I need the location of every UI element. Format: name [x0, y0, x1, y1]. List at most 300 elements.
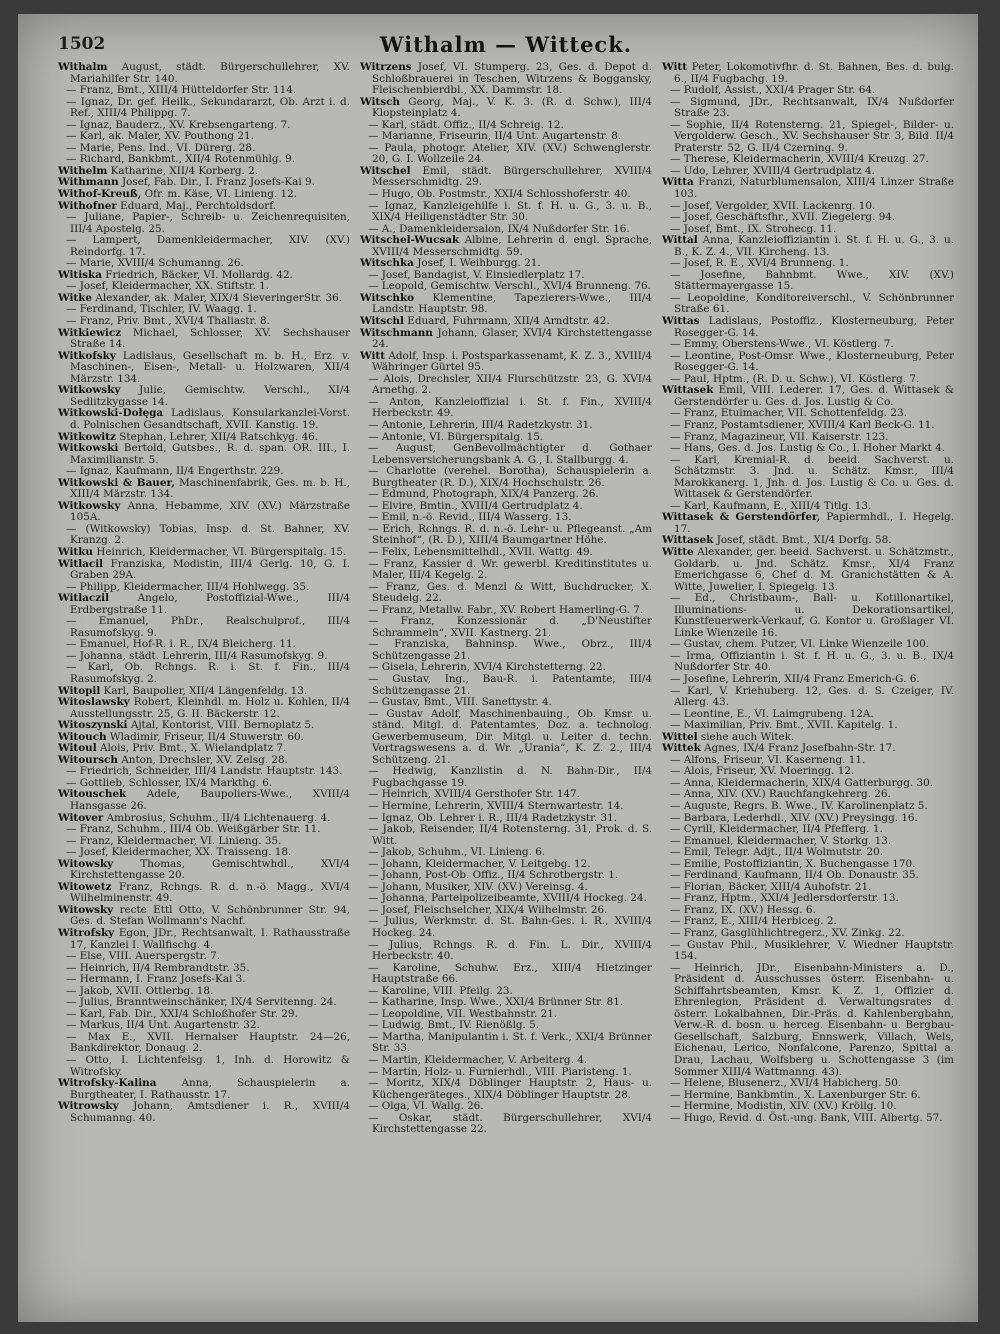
entry-details: — Max E., XVII. Hernalser Hauptstr. 24—26, Bankdirektor, Donaug. 2.	[66, 1030, 350, 1055]
entry-details: Ladislaus, Gesellschaft m. b. H., Erz. v. Maschinen-, Eisen-, Metall- u. Holzwaren, XII/4 Märzstr. 134.	[70, 349, 350, 385]
entry-details: — Gisela, Lehrerin, XVI/4 Kirchstetterng. 22.	[368, 661, 606, 674]
entry-details: — Ignaz, Ob. Lehrer i. R., III/4 Radetzkystr. 31.	[368, 811, 618, 824]
entry-surname: Witopil	[58, 684, 101, 697]
entry-details: — Karl, V. Kriehuberg. 12, Ges. d. S. Czeiger, IV. Allerg. 43.	[670, 684, 954, 709]
entry-details: Adolf, Insp. i. Postsparkassenamt, K. Z. 3., XVIII/4 Währinger Gürtel 95.	[372, 349, 652, 374]
entry-surname: Witoslawsky	[58, 696, 130, 709]
entry-details: Adele, Baupoliers-Wwe., XVIII/4 Hansgasse 26.	[70, 788, 350, 812]
directory-entry	[360, 582, 652, 605]
page-header	[58, 30, 954, 60]
entry-details: — Martha, Manipulantin i. St. f. Verk., XXI/4 Brünner Str. 33.	[368, 1030, 652, 1055]
directory-entry	[58, 789, 350, 812]
entry-details: Peter, Lokomotivfhr. d. St. Bahnen, Bes. d. bulg. 6., II/4 Fugbachg. 19.	[674, 62, 954, 85]
entry-details: Stephan, Lehrer, XII/4 Ratschkyg. 46.	[119, 430, 319, 443]
directory-entry	[360, 524, 652, 547]
entry-details: — Karl, Kremial-R. d. beeid. Sachverst. u. Schätzmstr. 3. Jnd. u. Schätz. Kmsr., III/4 Marokkanerg. 1, Jnh. d. Jos. Lustig & Co. u. Ges. d. Wittasek & Gerstendörfer.	[670, 453, 954, 501]
entry-details: — Franz, Etuimacher, VII. Schottenfeldg. 23.	[670, 407, 907, 420]
entry-details: Josef, städt. Bmt., XI/4 Dorfg. 58.	[716, 534, 892, 547]
entry-details: — Franz, Hptm., XXI/4 Jedlersdorferstr. 13.	[670, 892, 899, 905]
entry-surname: Witoursch	[58, 753, 118, 766]
entry-surname: Witiska	[58, 268, 102, 281]
entry-details: — Gustav, Bmt., VIII. Sanettystr. 4.	[368, 696, 552, 709]
entry-details: — Emanuel, Kleidermacher, V. Storkg. 13.	[670, 834, 892, 847]
directory-entry	[360, 824, 652, 847]
entry-details: — Hermine, Lehrerin, XVIII/4 Sternwartestr. 14.	[368, 800, 624, 812]
entry-details: — Karl, städt. Offiz., II/4 Schreig. 12.	[368, 118, 564, 131]
entry-details: — Emil, Telegr. Adjt., II/4 Wolmutstr. 20.	[670, 846, 884, 859]
entry-details: Emil, städt. Bürgerschullehrer, XVIII/4 Messerschmidtg. 29.	[372, 164, 652, 189]
directory-entry	[360, 766, 652, 789]
entry-details: — Martin, Holz- u. Furnierhdl., VIII. Piaristeng. 1.	[368, 1065, 632, 1078]
entry-details: Heinrich, Kleidermacher, VI. Bürgerspitalg. 15.	[96, 545, 347, 558]
directory-entry	[360, 559, 652, 582]
entry-details: — Karl, Kaufmann, E., XIII/4 Titlg. 13.	[670, 499, 872, 512]
entry-details: Eduard, Maj., Perchtoldsdorf.	[120, 199, 276, 212]
entry-surname: Withofner	[58, 199, 117, 212]
entry-details: — Hans, Ges. d. Jos. Lustig & Co., I. Hoher Markt 4.	[670, 442, 946, 455]
directory-entry	[58, 616, 350, 639]
directory-entry	[58, 501, 350, 524]
entry-surname: Witschel-Wucsak	[360, 234, 460, 247]
entry-details: — Gustav, chem. Putzer, VI. Linke Wienzeile 100.	[670, 638, 930, 651]
entry-details: — (Witkowsky) Tobias, Insp. d. St. Bahner, XV. Kranzg. 2.	[66, 522, 350, 547]
entry-surname: Witschmann	[360, 326, 433, 339]
entry-details: — Emmy, Oberstens-Wwe., VI. Köstlerg. 7.	[670, 338, 894, 351]
entry-details: — Jakob, Reisender, II/4 Rotensterng. 31, Prok. d. S. Witt.	[368, 823, 652, 847]
entry-surname: Wittasek & Gerstendörfer,	[662, 511, 821, 524]
directory-entry	[662, 1113, 954, 1125]
entry-details: — Ignaz, Kaufmann, II/4 Engerthstr. 229.	[66, 465, 284, 478]
entry-details: — Martin, Kleidermacher, V. Arbeiterg. 4.	[368, 1054, 588, 1067]
entry-details: — Franz, IX. (XV.) Hessg. 6.	[670, 903, 816, 916]
directory-entry	[662, 385, 954, 408]
directory-entry	[58, 905, 350, 928]
entry-details: — Franz, Ges. d. Menzl & Witt, Buchdrucker, X. Steudelg. 22.	[368, 580, 652, 605]
entry-details: — Johann, Post-Ob. Offiz., II/4 Schrotbergstr. 1.	[368, 869, 619, 882]
entry-details: — Julius, Rchngs. R. d. Fin. L. Dir., XVIII/4 Herbeckstr. 40.	[368, 938, 652, 963]
entry-details: Alexander, ak. Maler, XIX/4 SieveringerStr. 36.	[95, 291, 343, 304]
entry-details: — Florian, Bäcker, XIII/4 Auhofstr. 21.	[670, 880, 872, 893]
entry-details: — Udo, Lehrer, XVIII/4 Gertrudplatz 4.	[670, 164, 875, 177]
entry-surname: Witkowski-Dołęga	[58, 407, 164, 420]
page-number: 1502	[58, 34, 106, 54]
entry-details: — Else, VIII. Auerspergstr. 7.	[66, 950, 221, 963]
directory-entry	[360, 443, 652, 466]
entry-details: — Franz, Konzessionär d. „D'Neustifter Schrammeln“, XVII. Kastnerg. 21.	[368, 615, 652, 639]
entry-details: Klementine, Tapezierers-Wwe., III/4 Landstr. Hauptstr. 98.	[372, 291, 652, 316]
directory-entry	[360, 235, 652, 258]
entry-surname: Witoul	[58, 742, 97, 755]
entry-details: Robert, Kleinhdl. m. Holz u. Kohlen, II/4 Ausstellungsstr. 25, G. II. Bäckerstr. 12.	[70, 696, 350, 720]
entry-details: — Charlotte (verehel. Borotha), Schauspielerin a. Burgtheater (R. D.), XIX/4 Hochschulstr. 26.	[368, 465, 652, 489]
entry-details: — Leopold, Gemischtw. Verschl., XVI/4 Brunneng. 76.	[368, 280, 651, 293]
directory-entry	[58, 559, 350, 582]
entry-details: — Johann, Kleidermacher, V. Leitgebg. 12.	[368, 857, 591, 870]
entry-details: Anna, Kanzleioffiziantin i. St. f. H. u. G., 3. u. B., K. Z. 4., VII. Kircheng. 13.	[674, 234, 954, 258]
entry-details: — Cyrill, Kleidermacher, II/4 Pfefferg. 1.	[670, 823, 883, 836]
entry-details: — Franz, E., XIII/4 Herbiceg. 2.	[670, 915, 837, 928]
entry-details: — Heinrich, XVIII/4 Gersthofer Str. 147.	[368, 788, 580, 801]
directory-entry	[360, 709, 652, 767]
entry-details: siehe auch Witek.	[700, 730, 795, 743]
directory-entry	[662, 593, 954, 639]
entry-surname: Wittek	[662, 742, 701, 755]
entry-details: — Markus, II/4 Unt. Augartenstr. 32.	[66, 1019, 260, 1032]
entry-details: — Anna, XIV. (XV.) Rauchfangkehrerg. 26.	[670, 788, 891, 801]
entry-details: — A., Damenkleidersalon, IX/4 Nußdorfer Str. 16.	[368, 222, 630, 235]
entry-surname: Withof-Kreuß,	[58, 188, 142, 201]
entry-details: — Josef, Bmt., IX. Strohecg. 11.	[670, 222, 837, 235]
entry-surname: Witt	[360, 349, 386, 362]
entry-surname: Witlaczil	[58, 592, 110, 605]
entry-details: Anna, Schauspielerin a. Burgtheater, I. Rathausstr. 17.	[70, 1077, 350, 1101]
entry-details: — Josef, Geschäftsfhr., XVII. Ziegelerg. 94.	[670, 211, 896, 224]
entry-details: Ladislaus, Postoffiz., Klosterneuburg, Peter Rosegger-G. 14.	[674, 315, 954, 339]
directory-entry	[662, 940, 954, 963]
column-middle	[360, 62, 652, 1306]
entry-details: — Otto, I. Lichtenfelsg. 1, Inh. d. Horowitz & Witrofsky.	[66, 1054, 350, 1078]
entry-details: — Josef, Fleischselcher, XIX/4 Wilhelmstr. 26.	[368, 903, 608, 916]
entry-details: — Elvire, Bmtin., XVIII/4 Gertrudplatz 4.	[368, 499, 583, 512]
directory-entry	[662, 316, 954, 339]
entry-details: Alois, Priv. Bmt., X. Wielandplatz 7.	[99, 742, 287, 755]
entry-details: — Emil, n.-ö. Revid., III/4 Wasserg. 13.	[368, 511, 572, 524]
directory-entry	[662, 62, 954, 85]
entry-details: — Marie, Pens. Ind., VI. Dürerg. 28.	[66, 141, 256, 154]
entry-details: — Anna, Kleidermacherin, XIX/4 Gatterburgg. 30.	[670, 776, 934, 789]
directory-entry	[58, 385, 350, 408]
entry-details: — Ignaz, Bauderz., XV. Krebsengarteng. 7.	[66, 118, 291, 131]
entry-details: — Sophie, II/4 Rotensterng. 21, Spiegel-, Bilder- u. Vergolderw. Gesch., XV. Sechshauser Str. 3, Bild. II/4 Praterstr. 52, G. II/4 Czerning. 9.	[670, 118, 954, 154]
entry-details: Wladimir, Friseur, II/4 Stuwerstr. 60.	[109, 730, 304, 743]
entry-surname: Witrowsky	[58, 1100, 119, 1113]
directory-entry	[58, 212, 350, 235]
directory-entry	[360, 674, 652, 697]
entry-surname: Witt	[662, 62, 688, 73]
entry-details: — Richard, Bankbmt., XII/4 Rotenmühlg. 9.	[66, 153, 296, 166]
entry-surname: Witrzens	[360, 62, 412, 73]
entry-details: — Karl, Ob. Rchngs. R. i. St. f. Fin., III/4 Rasumofskyg. 2.	[66, 661, 350, 685]
entry-details: Egon, JDr., Rechtsanwalt, I. Rathausstraße 17, Kanzlei I. Wallfischg. 4.	[70, 927, 350, 951]
entry-details: Josef, Fab. Dir., I. Franz Josefs-Kai 9.	[121, 176, 315, 189]
entry-details: — Felix, Lebensmittelhdl., XVII. Wattg. 49.	[368, 545, 593, 558]
entry-details: — Leopoldine, Konditoreiverschl., V. Schönbrunner Straße 61.	[670, 291, 954, 316]
entry-surname: Wittasek	[662, 534, 714, 547]
entry-surname: Witkowski	[58, 442, 119, 455]
entry-details: — Friedrich, Schneider, III/4 Landstr. Hauptstr. 143.	[66, 765, 343, 778]
entry-surname: Witschel	[360, 164, 411, 177]
directory-entry	[360, 940, 652, 963]
entry-details: Angelo, Postoffizial-Wwe., III/4 Erdbergstraße 11.	[70, 592, 350, 616]
directory-entry	[360, 143, 652, 166]
entry-details: — Alois, Drechsler, XII/4 Flurschützstr. 23, G. XVI/4 Arnethg. 2.	[368, 372, 652, 397]
entry-details: August, städt. Bürgerschullehrer, XV. Mariahilfer Str. 140.	[70, 62, 350, 85]
entry-surname: Witowetz	[58, 880, 112, 893]
entry-details: — Josef, Bandagist, V. Einsiedlerplatz 17.	[368, 268, 585, 281]
entry-details: — Franz, Gasglühlichtregerz., XV. Zinkg. 22.	[670, 927, 905, 940]
entry-details: Ladislaus, Konsularkanzlei-Vorst. d. Polnischen Gesandtschaft, XVII. Kanstig. 19.	[70, 407, 350, 431]
directory-entry	[360, 639, 652, 662]
directory-entry	[58, 443, 350, 466]
entry-surname: Witowsky	[58, 857, 114, 870]
entry-details: Emil, VIII. Lederer. 17, Ges. d. Wittasek & Gerstendörfer u. Ges. d. Jos. Lustig & Co.	[674, 384, 954, 408]
entry-surname: Witouschek	[58, 788, 127, 801]
entry-details: Franz, Rchngs. R. d. n.-ö. Magg., XVI/4 Wilhelminenstr. 49.	[70, 880, 350, 905]
entry-details: — Franz, Magazineur, VII. Kaiserstr. 123.	[670, 430, 889, 443]
entry-details: — Karl, Fab. Dir., XXI/4 Schloßhofer Str. 29.	[66, 1007, 298, 1020]
entry-details: — Hermine, Modistin, XIV. (XV.) Kröllg. 10.	[670, 1100, 897, 1113]
column-right	[662, 62, 954, 1306]
entry-details: — Johanna, Parteipolizeibeamte, XVIII/4 Hockeg. 24.	[368, 892, 647, 905]
entry-details: — Katharine, Insp. Wwe., XXI/4 Brünner Str. 81.	[368, 996, 624, 1009]
entry-surname: Wittal	[662, 234, 698, 247]
directory-entry	[360, 1113, 652, 1136]
entry-surname: Witku	[58, 545, 93, 558]
entry-details: — Edmund, Photograph, XIX/4 Panzerg. 26.	[368, 488, 599, 501]
entry-surname: Witkowsky	[58, 384, 121, 397]
entry-details: — Josef, Vergolder, XVII. Lackenrg. 10.	[670, 199, 876, 212]
entry-details: Josef, I. Weihburgg. 21.	[417, 257, 541, 270]
entry-details: — Gustav, Ing., Bau-R. i. Patentamte, III/4 Schützengasse 21.	[368, 672, 652, 697]
running-title: Withalm — Witteck.	[379, 32, 633, 57]
entry-details: — Hermine, Bankbmtin., X. Laxenburger Str. 6.	[670, 1088, 921, 1101]
entry-details: — Heinrich, II/4 Rembrandtstr. 35.	[66, 961, 250, 974]
directory-entry	[662, 177, 954, 200]
entry-surname: Withelm	[58, 164, 108, 177]
entry-details: Franziska, Modistin, III/4 Gerlg. 10, G. I. Graben 29A.	[70, 557, 350, 582]
entry-details: — Moritz, XIX/4 Döblinger Hauptstr. 2, Haus- u. Küchengeräteges., XIX/4 Döblinger Hauptstr. 28.	[368, 1077, 652, 1101]
entry-details: Karl, Baupolier, XII/4 Längenfeldg. 13.	[103, 684, 308, 697]
directory-entry	[662, 235, 954, 258]
directory-entry	[662, 455, 954, 501]
entry-details: — Hugo, Ob. Postmstr., XXI/4 Schlosshoferstr. 40.	[368, 188, 631, 201]
directory-entry	[360, 293, 652, 316]
entry-details: Alexander, ger. beeid. Sachverst. u. Schätzmstr., Goldarb. u. Jnd. Schätz. Kmsr., XI/4 Franz Emerichgasse 6, Chef d. M. Granichstätten & A. Witte, Juwelier, I. Spiegelg. 13.	[674, 545, 954, 593]
directory-entry	[662, 293, 954, 316]
entry-details: Johann, Amtsdiener i. R., XVIII/4 Schumanng. 40.	[70, 1100, 350, 1124]
entry-surname: Witkiewicz	[58, 326, 122, 339]
directory-entry	[58, 62, 350, 85]
directory-entry	[360, 166, 652, 189]
entry-details: — Ed., Christbaum-, Ball- u. Kotillonartikel, Illuminations- u. Dekorationsartikel, Kunstfeuerwerk-Verkauf, G. Kontor u. Großlager VI. Linke Wienzeile 16.	[670, 592, 954, 639]
entry-surname: Witschka	[360, 257, 414, 270]
entry-details: — Josefine, Bahnbmt. Wwe., XIV. (XV.) Stättermayergasse 15.	[670, 268, 954, 293]
directory-entry	[360, 351, 652, 374]
entry-details: — Rudolf, Assist., XXI/4 Prager Str. 64.	[670, 84, 876, 97]
entry-details: — August, GenBevollmächtigter d. Gothaer Lebensversicherungsbank A. G., I. Stallburgg. 4.	[368, 442, 652, 466]
entry-details: Papiermhdl., I. Hegelg. 17.	[674, 511, 954, 535]
directory-entry	[662, 512, 954, 535]
entry-details: — Johanna, städt. Lehrerin, III/4 Rasumofskyg. 9.	[66, 649, 328, 662]
entry-surname: Witoszynski	[58, 719, 128, 732]
entry-details: — Maximilian, Priv. Bmt., XVII. Kapitelg. 1.	[670, 719, 898, 732]
entry-details: — Leopoldine, VII. Westbahnstr. 21.	[368, 1007, 558, 1020]
directory-entry	[58, 478, 350, 501]
directory-entry	[58, 1078, 350, 1101]
directory-entry	[662, 651, 954, 674]
entry-surname: Wittel	[662, 730, 698, 743]
directory-entry	[360, 97, 652, 120]
entry-details: — Julius, Werkmstr. d. St. Bahn-Ges. i. R., XVIII/4 Hockeg. 24.	[368, 915, 652, 940]
entry-details: — Johann, Musiker, XIV. (XV.) Vereinsg. 4.	[368, 880, 588, 893]
entry-details: — Karoline, Schuhw. Erz., XIII/4 Hietzinger Hauptstraße 66.	[368, 961, 652, 986]
directory-entry	[58, 1055, 350, 1078]
entry-surname: Witover	[58, 811, 104, 824]
entry-details: — Marie, XVIII/4 Schumanng. 26.	[66, 257, 244, 270]
directory-entry	[360, 466, 652, 489]
entry-details: — Franz, Metallw. Fabr., XV. Robert Hamerling-G. 7.	[368, 603, 644, 616]
entry-details: — Josefine, Lehrerin, XII/4 Franz Emerich-G. 6.	[670, 672, 920, 685]
entry-surname: Witkowitz	[58, 430, 116, 443]
entry-details: — Paula, photogr. Atelier, XIV. (XV.) Schwenglerstr. 20, G. I. Wollzeile 24.	[368, 141, 652, 166]
entry-details: — Ferdinand, Tischler, IV. Waagg. 1.	[66, 303, 257, 316]
entry-details: — Jakob, XVII. Ottlerbg. 18.	[66, 984, 214, 997]
entry-surname: Witowsky	[58, 903, 114, 916]
directory-entry	[662, 351, 954, 374]
entry-details: — Antonie, Lehrerin, III/4 Radetzkystr. 31.	[368, 418, 593, 431]
entry-details: — Emanuel, PhDr., Realschulprof., III/4 Rasumofskyg. 9.	[66, 615, 350, 639]
entry-details: — Gustav Adolf, Maschinenbauing., Ob. Kmsr. u. ständ. Mitgl. d. Patentamtes, Doz. a. technolog. Gewerbemuseum, Dir. Mitgl. u. Leiter d. techn. Vortragswesens a. d. Wr. „Urania“, K. Z. 2., III/4 Schützeng. 21.	[368, 707, 652, 766]
entry-details: Franzi, Naturblumensalon, XIII/4 Linzer Straße 103.	[674, 176, 954, 201]
entry-details: — Heinrich, JDr., Eisenbahn-Ministers a. D., Präsident d. Ausschusses österr. Eisenbahn- u. Schiffahrtsbeamten, Kmsr. K. Z. 1, Offizier d. Ehrenlegion, Präsident d. Verwaltungsrates d. österr. Lokalbahnen, Dir.-Präs. d. Kahlenbergbahn, Verw.-R. d. bosn. u. herceg. Eisenbahn- u. Bergbau-Gesellschaft, Salzburg, Ennswerk, Villach, Wels, Eichenau, Lerico, Nonfalcone, Parenzo, Spittal a. Drau, Lachau, Wolfsberg u. Schottengasse 3 (im Sommer XIII/4 Wattmanng. 43).	[670, 961, 954, 1078]
entry-details: — Franz, Priv. Bmt., XVI/4 Thaliastr. 8.	[66, 315, 270, 328]
entry-surname: Witouch	[58, 730, 107, 743]
entry-details: — Olga, VI. Wallg. 26.	[368, 1100, 484, 1113]
entry-details: — Jakob, Schuhm., VI. Linieng. 6.	[368, 846, 546, 859]
directory-entry	[58, 662, 350, 685]
entry-details: — Leontine, Post-Omsr. Wwe., Klosterneuburg, Peter Rosegger-G. 14.	[670, 349, 954, 374]
directory-entry	[360, 62, 652, 97]
entry-details: — Franz, Postamtsdiener, XVIII/4 Karl Beck-G. 11.	[670, 418, 935, 431]
directory-entry	[58, 408, 350, 431]
entry-details: — Franziska, Bahninsp. Wwe., Obrz., III/4 Schützengasse 21.	[368, 638, 652, 662]
entry-details: Julie, Gemischtw. Verschl., XI/4 Sedlitzkygasse 14.	[70, 384, 350, 408]
entry-details: — Philipp, Kleidermacher, III/4 Hohlwegg. 35.	[66, 580, 310, 593]
entry-details: Agnes, IX/4 Franz Josefbahn-Str. 17.	[704, 742, 896, 755]
directory-entry	[58, 859, 350, 882]
entry-surname: Witschko	[360, 291, 415, 304]
entry-surname: Withmann	[58, 176, 119, 189]
entry-details: Ambrosius, Schuhm., II/4 Lichtenauerg. 4.	[106, 811, 331, 824]
directory-entry	[58, 328, 350, 351]
directory-entry	[360, 374, 652, 397]
entry-details: — Franz, Kleidermacher, VI. Linieng. 35.	[66, 834, 282, 847]
entry-details: — Hedwig, Kanzlistin d. N. Bahn-Dir., II/4 Fugbachgasse 19.	[368, 765, 652, 789]
entry-surname: Witte	[662, 545, 694, 558]
entry-details: — Therese, Kleidermacherin, XVIII/4 Kreuzg. 27.	[670, 153, 929, 166]
directory-entry	[58, 882, 350, 905]
entry-details: Friedrich, Bäcker, VI. Mollardg. 42.	[105, 268, 293, 281]
directory-entry	[662, 97, 954, 120]
entry-details: — Irma, Offiziantin i. St. f. H. u. G., 3. u. B., IX/4 Nußdorfer Str. 40.	[670, 649, 954, 674]
entry-details: Ofr. m. Käse, VI. Linieng. 12.	[144, 188, 297, 201]
directory-entry	[360, 397, 652, 420]
entry-details: — Ignaz, Dr. gef. Heilk., Sekundararzt, Ob. Arzt i. d. Ref., XIII/4 Philippg. 7.	[66, 95, 350, 120]
entry-details: — Leontine, E., VI. Laimgrubeng. 12A.	[670, 707, 874, 720]
directory-entry	[360, 328, 652, 351]
entry-details: — Emanuel, Hof-R. i. R., IX/4 Bleicherg. 11.	[66, 638, 296, 651]
entry-details: Eduard, Fuhrmann, XII/4 Arndtstr. 42.	[407, 315, 610, 328]
entry-details: Bertold, Gutsbes., R. d. span. OR. III., I. Maximilianstr. 5.	[70, 442, 350, 466]
entry-details: — Josef, Kleidermacher, XX. Traisseng. 18.	[66, 846, 292, 859]
entry-details: — Helene, Blusenerz., XVI/4 Habicherg. 50.	[670, 1077, 902, 1090]
entry-details: Katharine, XII/4 Korberg. 2.	[110, 164, 259, 177]
entry-details: Anna, Hebamme, XIV. (XV.) Märzstraße 105A.	[70, 499, 350, 524]
entry-details: Josef, VI. Stumperg. 23, Ges. d. Depot d. Schloßbrauerei in Teschen, Witrzens & Boggansky, Fleischenbierdbl., XX. Dammstr. 18.	[372, 62, 652, 97]
entry-details: — Sigmund, JDr., Rechtsanwalt, IX/4 Nußdorfer Straße 23.	[670, 95, 954, 120]
entry-surname: Wittas	[662, 315, 700, 328]
directory-entry	[58, 928, 350, 951]
directory-entry	[58, 697, 350, 720]
entry-details: — Hugo, Revid. d. Öst.-ung. Bank, VIII. Albertg. 57.	[670, 1111, 943, 1124]
column-left	[58, 62, 350, 1306]
directory-entry	[58, 1032, 350, 1055]
directory-entry	[58, 524, 350, 547]
entry-details: Albine, Lehrerin d. engl. Sprache, XVIII/4 Messerschmidtg. 59.	[372, 234, 652, 258]
directory-entry	[360, 1078, 652, 1101]
entry-surname: Witta	[662, 176, 694, 189]
entry-details: Thomas, Gemischtwhdl., XVI/4 Kirchstettengasse 20.	[70, 857, 350, 882]
entry-details: — Franz, Kassier d. Wr. gewerbl. Kreditinstitutes u. Maler, III/4 Kegelg. 2.	[368, 557, 652, 582]
directory-entry	[360, 916, 652, 939]
entry-surname: Withalm	[58, 62, 108, 73]
entry-details: — Josef, R. E., XVI/4 Brunneng. 1.	[670, 257, 849, 270]
directory-entry	[662, 120, 954, 155]
directory-entry	[360, 1032, 652, 1055]
entry-surname: Witke	[58, 291, 93, 304]
entry-surname: Witlacil	[58, 557, 104, 570]
entry-surname: Witrofsky	[58, 927, 115, 940]
entry-details: — Julius, Branntweinschänker, IX/4 Servitenng. 24.	[66, 996, 337, 1009]
entry-details: — Juliane, Papier-, Schreib- u. Zeichenrequisiten, III/4 Apostelg. 25.	[66, 211, 350, 235]
entry-surname: Witkofsky	[58, 349, 116, 362]
entry-details: Maschinenfabrik, Ges. m. b. H., XIII/4 Märzstr. 134.	[70, 476, 350, 501]
entry-details: — Alfons, Friseur, VI. Kaserneng. 11.	[670, 753, 866, 766]
entry-details: Ajtal, Kontorist, VIII. Bernoplatz 5.	[130, 719, 315, 732]
entry-details: — Gustav Phil., Musiklehrer, V. Wiedner Hauptstr. 154.	[670, 938, 954, 963]
entry-details: — Gottlieb, Schlosser, IX/4 Markthg. 6.	[66, 776, 273, 789]
entry-details: — Barbara, Lederhdl., XIV. (XV.) Preysingg. 16.	[670, 811, 918, 824]
entry-details: — Emilie, Postoffiziantin, X. Buchengasse 170.	[670, 857, 916, 870]
entry-details: — Anton, Kanzleioffizial i. St. f. Fin., XVIII/4 Herbeckstr. 49.	[368, 395, 652, 420]
entry-details: — Ignaz, Kanzleigehilfe i. St. f. H. u. G., 3. u. B., XIX/4 Heiligenstädter Str. 30.	[368, 199, 652, 224]
directory-entry	[662, 270, 954, 293]
directory-entry	[360, 963, 652, 986]
directory-entry	[58, 351, 350, 386]
entry-details: — Ferdinand, Kaufmann, II/4 Ob. Donaustr. 35.	[670, 869, 919, 882]
entry-details: — Auguste, Regrs. B. Wwe., IV. Karolinenplatz 5.	[670, 800, 928, 812]
entry-details: — Josef, Kleidermacher, XX. Stiftstr. 1.	[66, 280, 270, 293]
entry-details: — Karl, ak. Maler, XV. Pouthong 21.	[66, 130, 254, 143]
entry-details: Johann, Glaser, XVI/4 Kirchstettengasse 24.	[372, 326, 652, 351]
entry-details: Georg, Maj., V. K. 3. (R. d. Schw.), III/4 Klopsteinplatz 4.	[372, 95, 652, 120]
directory-entry	[58, 97, 350, 120]
entry-surname: Witrofsky-Kalina	[58, 1077, 157, 1090]
entry-details: Michael, Schlosser, XV. Sechshauser Straße 14.	[70, 326, 350, 351]
directory-page	[18, 14, 978, 1322]
entry-surname: Wittasek	[662, 384, 714, 397]
entry-details: recte Ettl Otto, V. Schönbrunner Str. 94, Ges. d. Stefan Wollmann's Nachf.	[70, 903, 350, 928]
entry-details: Anton, Drechsler, XV. Zelsg. 28.	[121, 753, 288, 766]
entry-details: — Karoline, VIII. Pfeilg. 23.	[368, 984, 513, 997]
entry-surname: Witkowsky	[58, 499, 121, 512]
entry-details: — Franz, Schuhm., III/4 Ob. Weißgärber Str. 11.	[66, 823, 321, 836]
directory-entry	[58, 593, 350, 616]
directory-entry	[662, 547, 954, 593]
entry-details: — Alois, Friseur, XV. Moeringg. 12.	[670, 765, 855, 778]
entry-details: — Oskar, städt. Bürgerschullehrer, XVI/4 Kirchstettengasse 22.	[368, 1111, 652, 1136]
entry-details: — Antonie, VI. Bürgerspitalg. 15.	[368, 430, 544, 443]
